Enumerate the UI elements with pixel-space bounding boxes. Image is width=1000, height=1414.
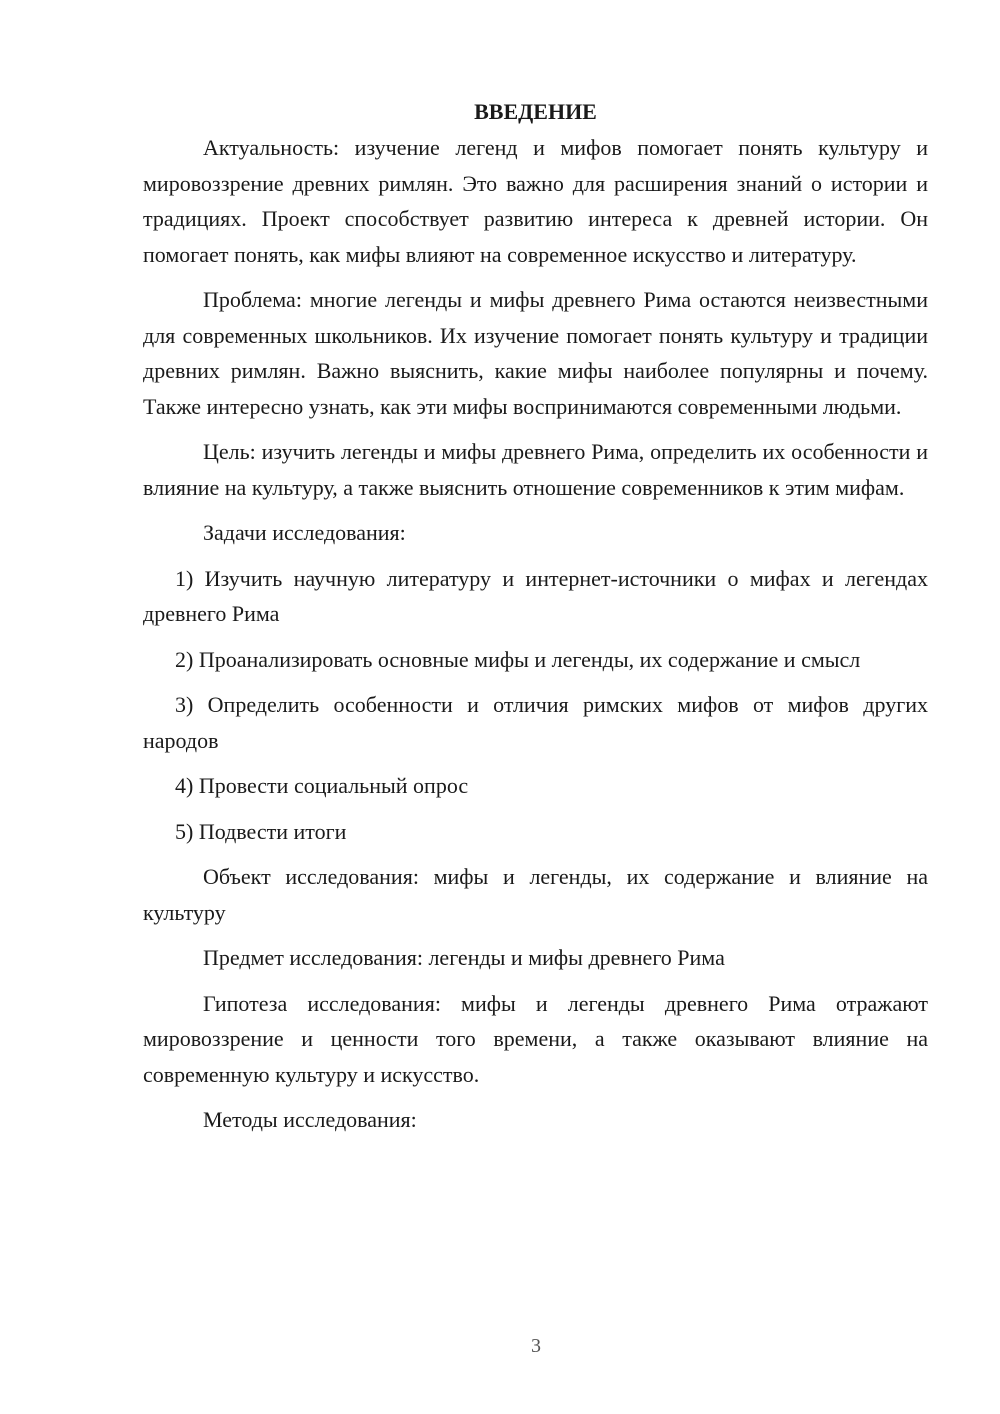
task-item-1: 1) Изучить научную литературу и интернет-источники о мифах и легендах древнего Рима — [143, 565, 928, 626]
page-content — [143, 96, 928, 1148]
task-item-3: 3) Определить особенности и отличия римских мифов от мифов других народов — [143, 692, 928, 753]
tasks-heading: Задачи исследования: — [203, 520, 406, 545]
section-title: ВВЕДЕНИЕ — [474, 99, 597, 124]
object-paragraph: Объект исследования: мифы и легенды, их содержание и влияние на культуру — [143, 864, 928, 925]
page-number: 3 — [531, 1335, 541, 1357]
problem-paragraph: Проблема: многие легенды и мифы древнего Рима остаются неизвестными для современных школьников. Их изучение помогает понять культуру и традиции древних римлян. Важно выяснить, какие мифы наиболее популярны и почему. Также интересно узнать, как эти мифы воспринимаются современными людьми. — [143, 287, 928, 419]
task-item-4: 4) Провести социальный опрос — [175, 773, 469, 798]
subject-paragraph: Предмет исследования: легенды и мифы древнего Рима — [203, 945, 725, 970]
relevance-paragraph: Актуальность: изучение легенд и мифов помогает понять культуру и мировоззрение древних римлян. Это важно для расширения знаний о истории и традициях. Проект способствует развитию интереса к древней истории. Он помогает понять, как мифы влияют на современное искусство и литературу. — [143, 135, 928, 267]
goal-paragraph: Цель: изучить легенды и мифы древнего Рима, определить их особенности и влияние на культуру, а также выяснить отношение современников к этим мифам. — [143, 439, 928, 500]
methods-heading: Методы исследования: — [203, 1107, 417, 1132]
task-item-5: 5) Подвести итоги — [175, 818, 347, 844]
hypothesis-paragraph: Гипотеза исследования: мифы и легенды древнего Рима отражают мировоззрение и ценности того времени, а также оказывают влияние на современную культуру и искусство. — [143, 990, 928, 1087]
task-item-2: 2) Проанализировать основные мифы и легенды, их содержание и смысл — [175, 646, 861, 672]
